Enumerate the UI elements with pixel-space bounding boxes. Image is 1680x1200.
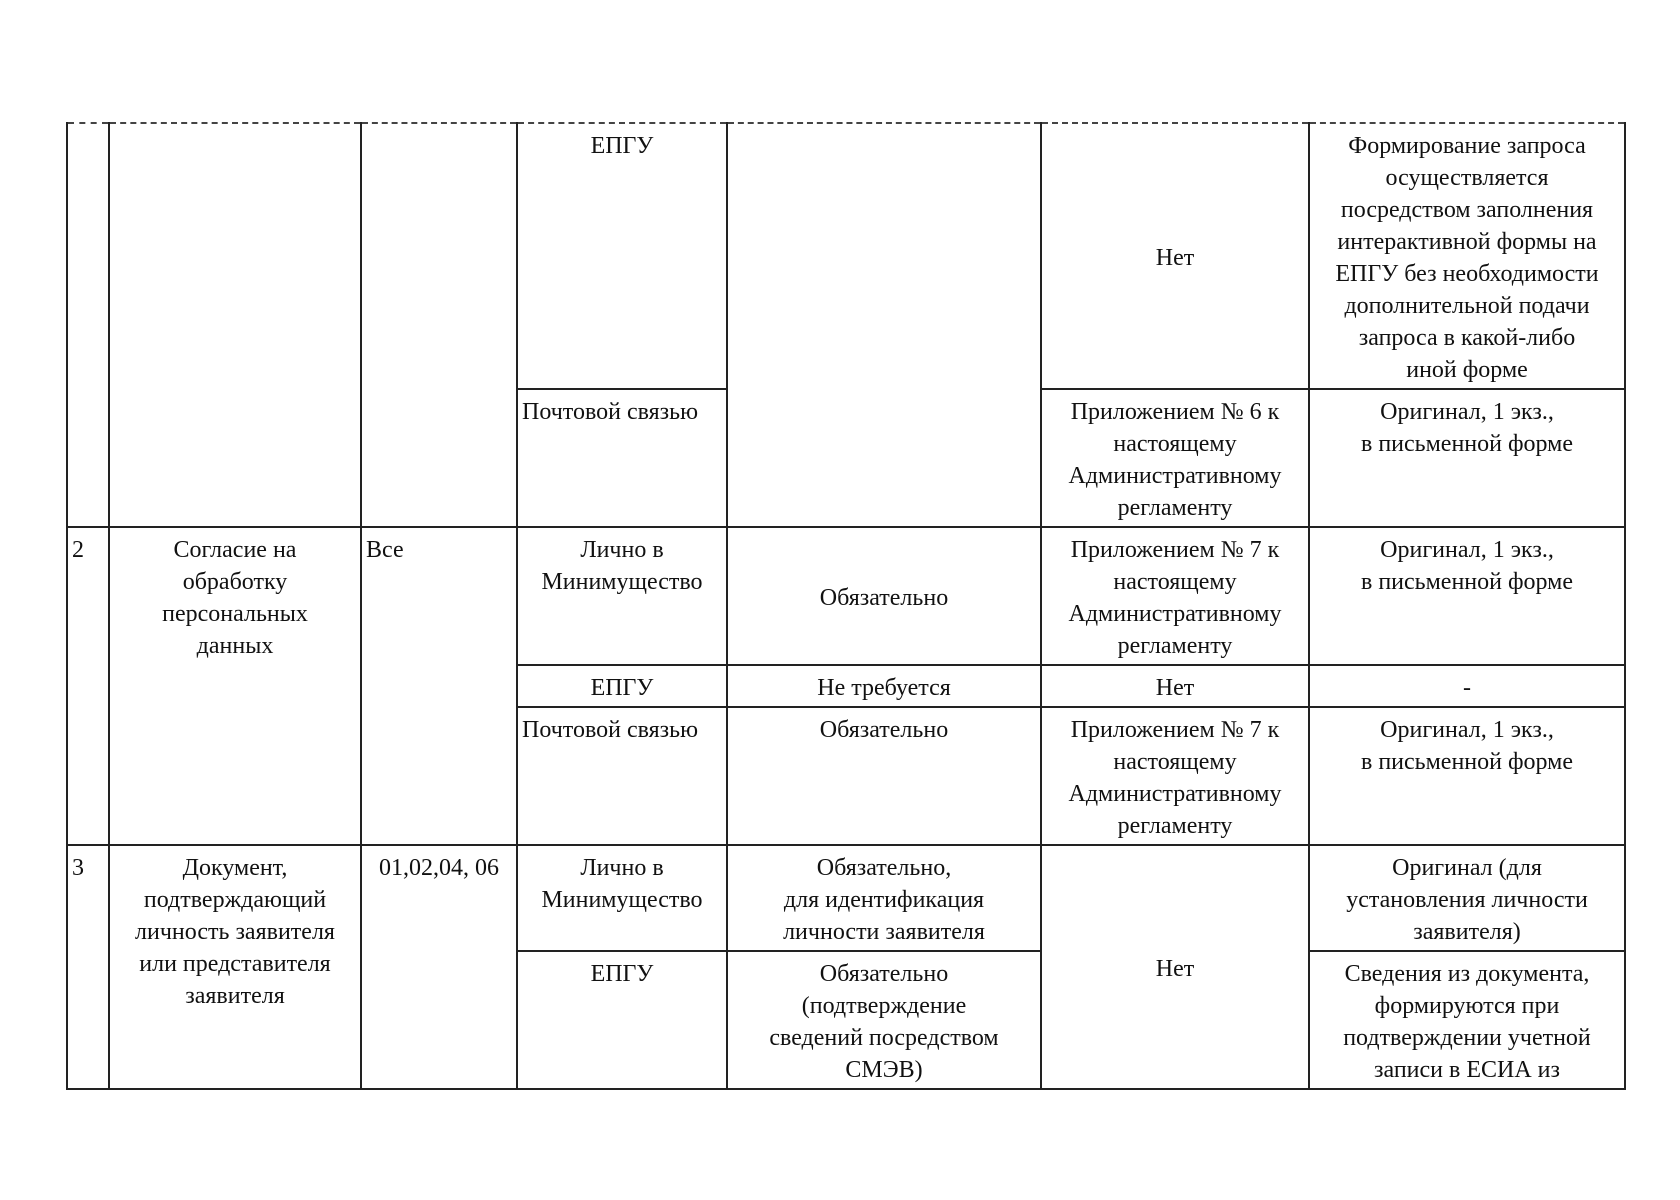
row-number-cell: 3 — [67, 845, 109, 1089]
applicant-category-cell: 01,02,04, 06 — [361, 845, 517, 1089]
applicant-category-cell — [361, 123, 517, 527]
requirement-cell: Обязательно (подтверждение сведений посредством СМЭВ) — [727, 951, 1041, 1089]
form-cell: Нет — [1041, 845, 1309, 1089]
submission-channel-cell: Лично в Минимущество — [517, 527, 727, 665]
document-name-cell: Документ, подтверждающий личность заявителя или представителя заявителя — [109, 845, 361, 1089]
submission-channel-cell: Почтовой связью — [517, 389, 727, 527]
submission-note-cell: Оригинал, 1 экз., в письменной форме — [1309, 389, 1625, 527]
form-cell: Нет — [1041, 123, 1309, 389]
form-cell: Нет — [1041, 665, 1309, 707]
row-number-cell: 2 — [67, 527, 109, 845]
requirement-cell: Обязательно — [727, 707, 1041, 845]
submission-note-cell: Оригинал, 1 экз., в письменной форме — [1309, 707, 1625, 845]
submission-channel-cell: Лично в Минимущество — [517, 845, 727, 951]
applicant-category-cell: Все — [361, 527, 517, 845]
table-row — [67, 123, 1625, 389]
submission-channel-cell: ЕПГУ — [517, 951, 727, 1089]
requirement-cell: Не требуется — [727, 665, 1041, 707]
submission-note-cell: Формирование запроса осуществляется посредством заполнения интерактивной формы на ЕПГУ без необходимости дополнительной подачи запроса в какой-либо иной форме — [1309, 123, 1625, 389]
submission-note-cell: Оригинал, 1 экз., в письменной форме — [1309, 527, 1625, 665]
submission-note-cell: - — [1309, 665, 1625, 707]
submission-channel-cell: Почтовой связью — [517, 707, 727, 845]
submission-note-cell: Оригинал (для установления личности заявителя) — [1309, 845, 1625, 951]
form-cell: Приложением № 6 к настоящему Административному регламенту — [1041, 389, 1309, 527]
submission-channel-cell: ЕПГУ — [517, 665, 727, 707]
table-row — [67, 845, 1625, 951]
form-cell: Приложением № 7 к настоящему Административному регламенту — [1041, 527, 1309, 665]
requirement-cell — [727, 123, 1041, 527]
document-name-cell: Согласие на обработку персональных данных — [109, 527, 361, 845]
submission-note-cell: Сведения из документа, формируются при подтверждении учетной записи в ЕСИА из — [1309, 951, 1625, 1089]
submission-channel-cell: ЕПГУ — [517, 123, 727, 389]
document-table — [66, 122, 1626, 1090]
requirement-cell: Обязательно — [727, 527, 1041, 665]
row-number-cell — [67, 123, 109, 527]
form-cell: Приложением № 7 к настоящему Административному регламенту — [1041, 707, 1309, 845]
requirement-cell: Обязательно, для идентификация личности заявителя — [727, 845, 1041, 951]
document-name-cell — [109, 123, 361, 527]
table-row — [67, 527, 1625, 665]
